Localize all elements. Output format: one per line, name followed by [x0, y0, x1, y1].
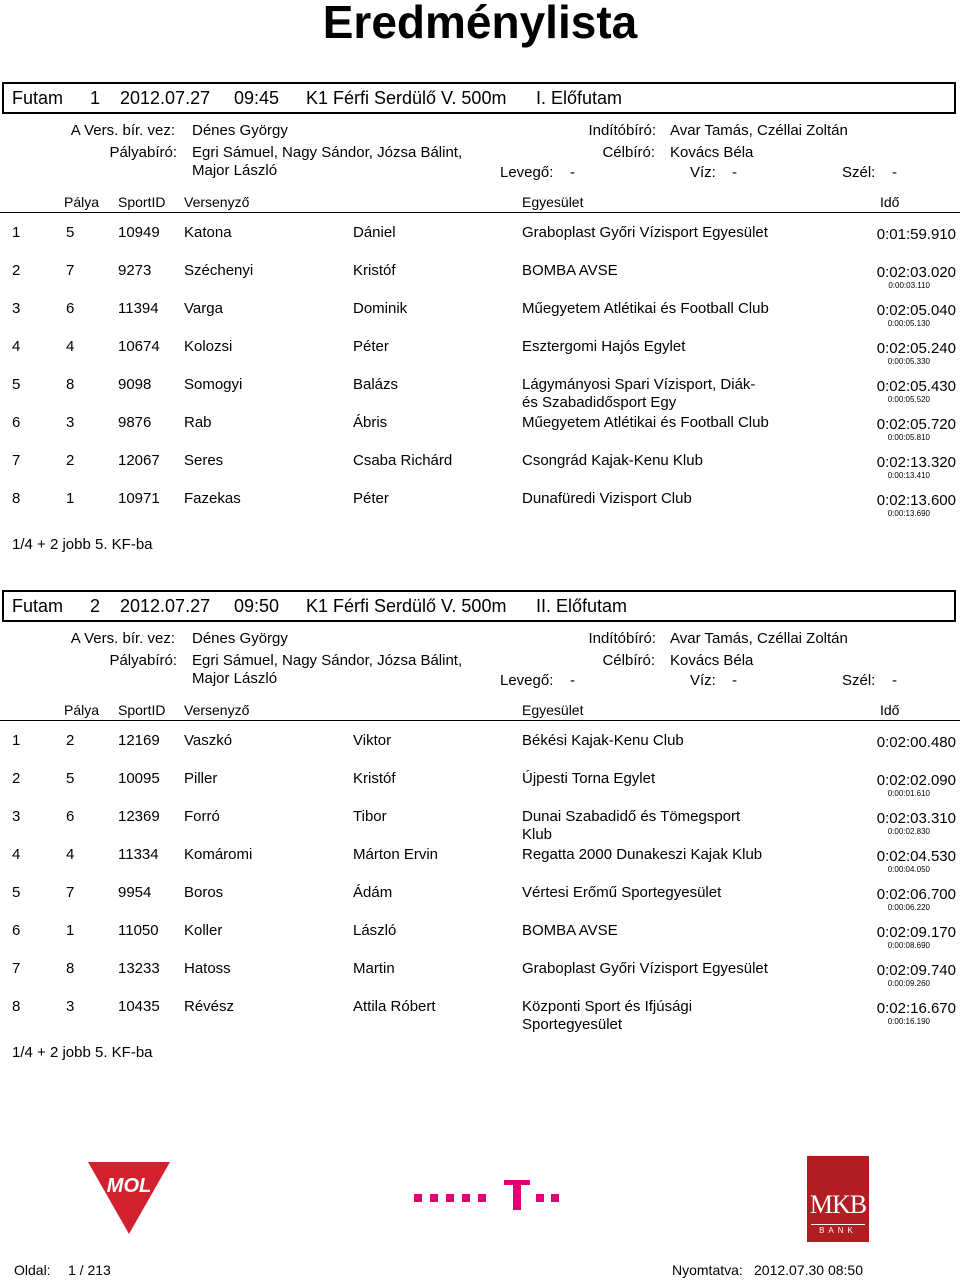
place: 6 [12, 414, 21, 431]
starter: Avar Tamás, Czéllai Zoltán [670, 122, 848, 139]
lane: 2 [66, 452, 75, 469]
first-name: Kristóf [353, 770, 396, 787]
course-referee-label: Pályabíró: [109, 652, 177, 669]
sport-id: 11050 [118, 922, 159, 939]
first-name: Ábris [353, 414, 388, 431]
result-row [0, 300, 960, 338]
result-row [0, 452, 960, 490]
sport-id: 9876 [118, 414, 152, 431]
club-name: Esztergomi Hajós Egylet [522, 338, 686, 355]
column-header-lane: Pálya [64, 702, 100, 718]
time-behind: 0:00:05.130 [887, 319, 930, 328]
starter-label: Indítóbíró: [588, 630, 656, 647]
sport-id: 11334 [118, 846, 159, 863]
place: 7 [12, 452, 21, 469]
sport-id: 12067 [118, 452, 160, 469]
club-name: Csongrád Kajak-Kenu Klub [522, 452, 703, 469]
qualification-note: 1/4 + 2 jobb 5. KF-ba [12, 536, 153, 553]
result-row [0, 732, 960, 770]
result-row [0, 846, 960, 884]
time-behind: 0:00:16.190 [887, 1017, 930, 1026]
wind-label: Szél: [842, 164, 876, 181]
first-name: Ádám [353, 884, 393, 901]
water-temp-label: Víz: [690, 164, 716, 181]
sport-id: 9098 [118, 376, 152, 393]
time-behind: 0:00:05.330 [887, 357, 930, 366]
time-behind: 0:00:04.050 [887, 865, 930, 874]
result-row [0, 376, 960, 414]
time-behind: 0:00:03.110 [888, 281, 930, 290]
chief-referee: Dénes György [192, 122, 288, 139]
sport-id: 9273 [118, 262, 152, 279]
club-name: Műegyetem Atlétikai és Football Club [522, 300, 769, 317]
lane: 5 [66, 224, 75, 241]
heat-category: K1 Férfi Serdülő V. 500m [306, 88, 507, 108]
club-name: BOMBA AVSE [522, 262, 618, 279]
club-name: Regatta 2000 Dunakeszi Kajak Klub [522, 846, 763, 863]
finish-judge: Kovács Béla [670, 652, 754, 669]
column-header-sportid: SportID [118, 194, 166, 210]
first-name: László [353, 922, 397, 939]
result-row [0, 490, 960, 528]
last-name: Varga [184, 300, 223, 317]
club-name: Műegyetem Atlétikai és Football Club [522, 414, 769, 431]
lane: 4 [66, 846, 75, 863]
heat-time: 09:50 [234, 596, 280, 616]
last-name: Koller [184, 922, 223, 939]
lane: 1 [66, 922, 75, 939]
result-row [0, 414, 960, 452]
finish-time: 0:02:04.530 [876, 848, 956, 865]
heat-category: K1 Férfi Serdülő V. 500m [306, 596, 507, 616]
lane: 1 [66, 490, 75, 507]
air-temp: - [570, 672, 575, 689]
sport-id: 11394 [118, 300, 159, 317]
mol-logo [88, 1162, 170, 1234]
chief-referee-label: A Vers. bír. vez: [70, 630, 175, 647]
lane: 2 [66, 732, 75, 749]
place: 2 [12, 262, 21, 279]
lane: 8 [66, 376, 75, 393]
header-divider [0, 212, 960, 213]
last-name: Rab [184, 414, 212, 431]
column-header-competitor: Versenyző [184, 194, 250, 210]
result-row [0, 808, 960, 846]
water-temp-label: Víz: [690, 672, 716, 689]
last-name: Fazekas [184, 490, 241, 507]
place: 7 [12, 960, 21, 977]
last-name: Hatoss [184, 960, 231, 977]
first-name: Attila Róbert [353, 998, 436, 1015]
lane: 8 [66, 960, 75, 977]
place: 8 [12, 490, 21, 507]
lane: 6 [66, 300, 75, 317]
finish-judge-label: Célbíró: [602, 652, 655, 669]
water-temp: - [732, 672, 737, 689]
club-name: Újpesti Torna Egylet [522, 770, 656, 787]
page-label: Oldal: [14, 1262, 51, 1278]
sport-id: 13233 [118, 960, 160, 977]
club-name: Lágymányosi Spari Vízisport, Diák- és Szabadidősport Egy [522, 376, 756, 411]
first-name: Balázs [353, 376, 399, 393]
last-name: Seres [184, 452, 224, 469]
result-row [0, 262, 960, 300]
time-behind: 0:00:13.690 [887, 509, 930, 518]
last-name: Piller [184, 770, 218, 787]
chief-referee: Dénes György [192, 630, 288, 647]
air-temp-label: Levegő: [500, 672, 554, 689]
printed-label: Nyomtatva: [672, 1262, 743, 1278]
course-referee: Egri Sámuel, Nagy Sándor, Józsa Bálint, Major László [192, 652, 463, 687]
heat-header-bar [2, 590, 956, 622]
header-divider [0, 720, 960, 721]
heat-number: 2 [90, 596, 101, 616]
place: 1 [12, 224, 21, 241]
page-title: Eredménylista [322, 0, 638, 48]
time-behind: 0:00:13.410 [887, 471, 930, 480]
finish-time: 0:02:03.310 [876, 810, 956, 827]
result-row [0, 960, 960, 998]
place: 8 [12, 998, 21, 1015]
finish-judge-label: Célbíró: [602, 144, 655, 161]
result-row [0, 998, 960, 1036]
heat-date: 2012.07.27 [120, 596, 211, 616]
club-name: Vértesi Erőmű Sportegyesület [522, 884, 722, 901]
finish-time: 0:02:05.040 [876, 302, 956, 319]
lane: 5 [66, 770, 75, 787]
sport-id: 12169 [118, 732, 160, 749]
first-name: Tibor [353, 808, 387, 825]
mkb-logo [807, 1156, 869, 1242]
wind-label: Szél: [842, 672, 876, 689]
finish-time: 0:02:09.170 [876, 924, 956, 941]
column-header-club: Egyesület [522, 702, 584, 718]
starter-label: Indítóbíró: [588, 122, 656, 139]
finish-time: 0:02:00.480 [876, 734, 956, 751]
place: 3 [12, 808, 21, 825]
time-behind: 0:00:01.610 [887, 789, 930, 798]
column-header-lane: Pálya [64, 194, 100, 210]
first-name: Csaba Richárd [353, 452, 453, 469]
sport-id: 10095 [118, 770, 160, 787]
last-name: Boros [184, 884, 224, 901]
first-name: Viktor [353, 732, 392, 749]
sport-id: 10435 [118, 998, 160, 1015]
result-row [0, 770, 960, 808]
telekom-logo [414, 1180, 559, 1212]
place: 4 [12, 338, 21, 355]
finish-time: 0:02:02.090 [876, 772, 956, 789]
club-name: BOMBA AVSE [522, 922, 618, 939]
place: 5 [12, 376, 21, 393]
finish-time: 0:01:59.910 [876, 226, 956, 243]
sport-id: 12369 [118, 808, 160, 825]
result-row [0, 338, 960, 376]
column-header-sportid: SportID [118, 702, 166, 718]
heat-number: 1 [90, 88, 101, 108]
first-name: Péter [353, 490, 389, 507]
wind: - [892, 164, 897, 181]
mol-logo-text: MOL [106, 1175, 152, 1197]
result-row [0, 922, 960, 960]
air-temp: - [570, 164, 575, 181]
club-name: Graboplast Győri Vízisport Egyesület [522, 224, 768, 241]
last-name: Katona [184, 224, 232, 241]
first-name: Dominik [353, 300, 408, 317]
place: 5 [12, 884, 21, 901]
sport-id: 10949 [118, 224, 160, 241]
last-name: Vaszkó [184, 732, 233, 749]
first-name: Dániel [353, 224, 396, 241]
lane: 7 [66, 262, 75, 279]
air-temp-label: Levegő: [500, 164, 554, 181]
finish-time: 0:02:05.720 [876, 416, 956, 433]
chief-referee-label: A Vers. bír. vez: [70, 122, 175, 139]
last-name: Somogyi [184, 376, 243, 393]
place: 4 [12, 846, 21, 863]
finish-time: 0:02:05.430 [876, 378, 956, 395]
heat-phase: II. Előfutam [536, 596, 628, 616]
lane: 4 [66, 338, 75, 355]
finish-time: 0:02:03.020 [876, 264, 956, 281]
time-behind: 0:00:06.220 [887, 903, 930, 912]
page-number: 1 / 213 [68, 1262, 111, 1278]
first-name: Martin [353, 960, 395, 977]
club-name: Központi Sport és Ifjúsági Sportegyesület [522, 998, 693, 1033]
heat-label: Futam [12, 596, 64, 616]
qualification-note: 1/4 + 2 jobb 5. KF-ba [12, 1044, 153, 1061]
result-row [0, 224, 960, 262]
sponsor-logos [0, 1150, 960, 1240]
place: 2 [12, 770, 21, 787]
first-name: Márton Ervin [353, 846, 439, 863]
last-name: Kolozsi [184, 338, 233, 355]
place: 6 [12, 922, 21, 939]
finish-time: 0:02:05.240 [876, 340, 956, 357]
sport-id: 10674 [118, 338, 160, 355]
column-header-club: Egyesület [522, 194, 584, 210]
club-name: Dunafüredi Vizisport Club [522, 490, 692, 507]
mkb-logo-bank: BANK [811, 1224, 865, 1237]
place: 3 [12, 300, 21, 317]
wind: - [892, 672, 897, 689]
sport-id: 10971 [118, 490, 160, 507]
column-header-time: Idő [880, 194, 900, 210]
column-header-time: Idő [880, 702, 900, 718]
last-name: Forró [184, 808, 220, 825]
last-name: Révész [184, 998, 235, 1015]
last-name: Széchenyi [184, 262, 254, 279]
heat-time: 09:45 [234, 88, 280, 108]
heat-phase: I. Előfutam [536, 88, 623, 108]
first-name: Kristóf [353, 262, 396, 279]
lane: 3 [66, 414, 75, 431]
printed-date: 2012.07.30 08:50 [754, 1262, 863, 1278]
finish-time: 0:02:06.700 [876, 886, 956, 903]
time-behind: 0:00:09.260 [887, 979, 930, 988]
first-name: Péter [353, 338, 389, 355]
finish-time: 0:02:09.740 [876, 962, 956, 979]
mkb-logo-letters: MKB [809, 1190, 867, 1219]
heat-label: Futam [12, 88, 64, 108]
club-name: Dunai Szabadidő és Tömegsport Klub [522, 808, 741, 843]
column-header-competitor: Versenyző [184, 702, 250, 718]
last-name: Komáromi [184, 846, 253, 863]
place: 1 [12, 732, 21, 749]
time-behind: 0:00:02.830 [887, 827, 930, 836]
lane: 3 [66, 998, 75, 1015]
course-referee-label: Pályabíró: [109, 144, 177, 161]
time-behind: 0:00:08.690 [887, 941, 930, 950]
finish-time: 0:02:13.320 [876, 454, 956, 471]
time-behind: 0:00:05.520 [887, 395, 930, 404]
lane: 7 [66, 884, 75, 901]
result-row [0, 884, 960, 922]
heat-header-bar [2, 82, 956, 114]
course-referee: Egri Sámuel, Nagy Sándor, Józsa Bálint, Major László [192, 144, 463, 179]
heat-date: 2012.07.27 [120, 88, 211, 108]
finish-time: 0:02:16.670 [876, 1000, 956, 1017]
starter: Avar Tamás, Czéllai Zoltán [670, 630, 848, 647]
water-temp: - [732, 164, 737, 181]
time-behind: 0:00:05.810 [887, 433, 930, 442]
club-name: Békési Kajak-Kenu Club [522, 732, 684, 749]
finish-time: 0:02:13.600 [876, 492, 956, 509]
lane: 6 [66, 808, 75, 825]
club-name: Graboplast Győri Vízisport Egyesület [522, 960, 768, 977]
finish-judge: Kovács Béla [670, 144, 754, 161]
sport-id: 9954 [118, 884, 152, 901]
